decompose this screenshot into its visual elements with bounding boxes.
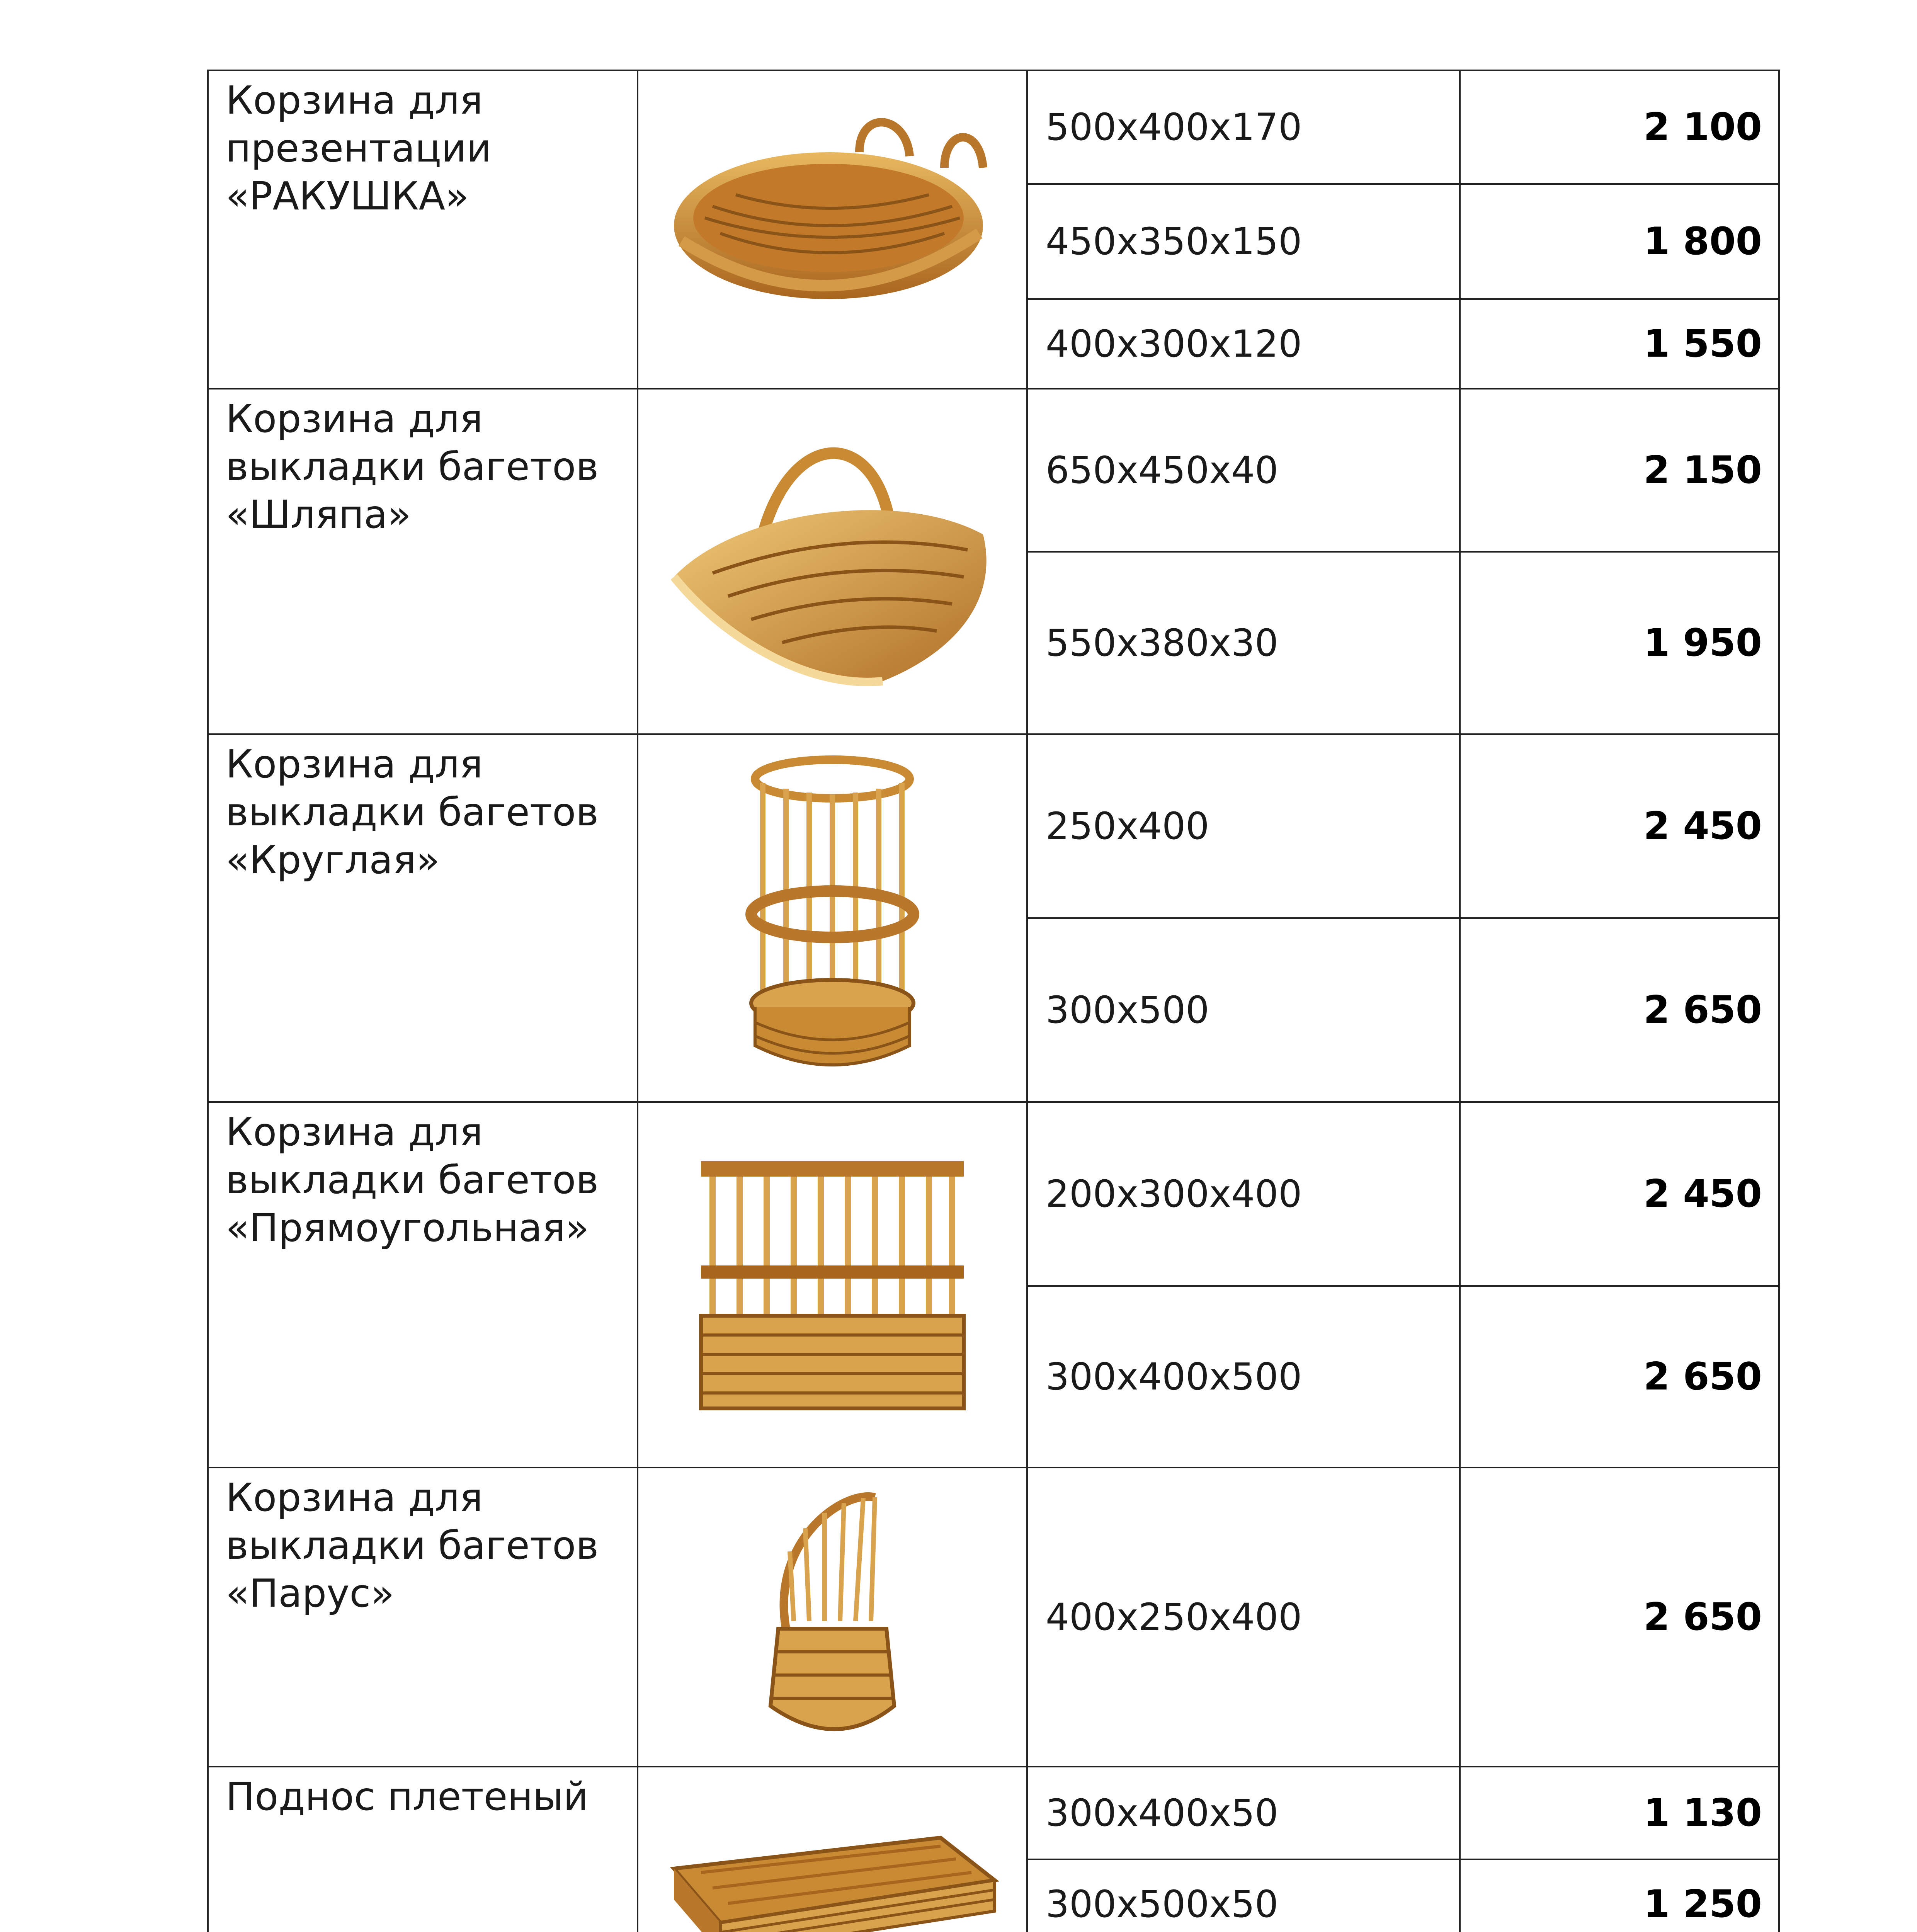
price-cell (1460, 918, 1779, 1102)
product-name-cell (208, 70, 638, 389)
price-cell (1460, 1767, 1779, 1859)
price-value: 1 250 (1643, 1882, 1762, 1926)
size-cell (1027, 1767, 1460, 1859)
price-value: 2 450 (1643, 804, 1762, 848)
price-value: 1 130 (1643, 1791, 1762, 1835)
price-value: 2 650 (1643, 988, 1762, 1032)
size-value: 300x500x50 (1046, 1883, 1279, 1926)
size-cell (1027, 734, 1460, 918)
size-value: 400x300x120 (1046, 322, 1302, 366)
tray-image (662, 1815, 1002, 1932)
table-row (208, 1102, 1779, 1286)
round-basket-image (724, 752, 941, 1084)
product-name: Корзина для выкладки багетов «Парус» (226, 1475, 599, 1616)
shell-basket-image (658, 94, 1006, 365)
price-cell (1460, 1468, 1779, 1767)
price-cell (1460, 184, 1779, 299)
product-name-cell (208, 1102, 638, 1468)
size-cell (1027, 299, 1460, 389)
product-name: Поднос плетеный (226, 1774, 589, 1819)
price-value: 1 950 (1643, 621, 1762, 665)
price-value: 2 150 (1643, 448, 1762, 492)
product-photo-cell (638, 389, 1027, 734)
price-cell (1460, 299, 1779, 389)
rectangular-basket-image (685, 1138, 979, 1432)
size-value: 500x400x170 (1046, 105, 1302, 149)
size-cell (1027, 1102, 1460, 1286)
size-value: 400x250x400 (1046, 1595, 1302, 1639)
size-cell (1027, 1286, 1460, 1468)
table-row (208, 734, 1779, 918)
price-cell (1460, 552, 1779, 734)
price-table (207, 70, 1780, 1932)
product-name-cell (208, 1767, 638, 1932)
product-name-cell (208, 389, 638, 734)
product-photo-cell (638, 1102, 1027, 1468)
size-cell (1027, 1859, 1460, 1932)
table-row (208, 70, 1779, 184)
price-cell (1460, 1286, 1779, 1468)
price-value: 2 650 (1643, 1595, 1762, 1639)
price-value: 2 100 (1643, 105, 1762, 149)
size-value: 550x380x30 (1046, 621, 1279, 665)
product-name-cell (208, 734, 638, 1102)
size-value: 650x450x40 (1046, 449, 1279, 492)
price-cell (1460, 734, 1779, 918)
size-cell (1027, 389, 1460, 552)
price-value: 2 650 (1643, 1355, 1762, 1399)
product-name: Корзина для выкладки багетов «Прямоугольная» (226, 1109, 599, 1250)
price-cell (1460, 70, 1779, 184)
table-row (208, 389, 1779, 552)
size-cell (1027, 70, 1460, 184)
price-cell (1460, 1859, 1779, 1932)
product-name: Корзина для презентации «РАКУШКА» (226, 78, 492, 219)
price-cell (1460, 1102, 1779, 1286)
size-value: 250x400 (1046, 804, 1209, 848)
price-value: 1 550 (1643, 322, 1762, 366)
size-value: 450x350x150 (1046, 220, 1302, 263)
product-name-cell (208, 1468, 638, 1767)
size-value: 300x400x50 (1046, 1791, 1279, 1835)
price-cell (1460, 389, 1779, 552)
product-photo-cell (638, 734, 1027, 1102)
table-row (208, 1468, 1779, 1767)
size-value: 300x400x500 (1046, 1355, 1302, 1398)
product-name: Корзина для выкладки багетов «Круглая» (226, 742, 599, 883)
size-cell (1027, 184, 1460, 299)
size-cell (1027, 918, 1460, 1102)
product-photo-cell (638, 70, 1027, 389)
size-value: 300x500 (1046, 988, 1209, 1032)
table-row (208, 1767, 1779, 1859)
sail-basket-image (747, 1482, 917, 1752)
size-cell (1027, 1468, 1460, 1767)
product-photo-cell (638, 1468, 1027, 1767)
size-cell (1027, 552, 1460, 734)
size-value: 200x300x400 (1046, 1172, 1302, 1216)
product-photo-cell (638, 1767, 1027, 1932)
hat-basket-image (658, 411, 1006, 712)
price-value: 1 800 (1643, 219, 1762, 264)
product-name: Корзина для выкладки багетов «Шляпа» (226, 396, 599, 537)
price-value: 2 450 (1643, 1172, 1762, 1216)
